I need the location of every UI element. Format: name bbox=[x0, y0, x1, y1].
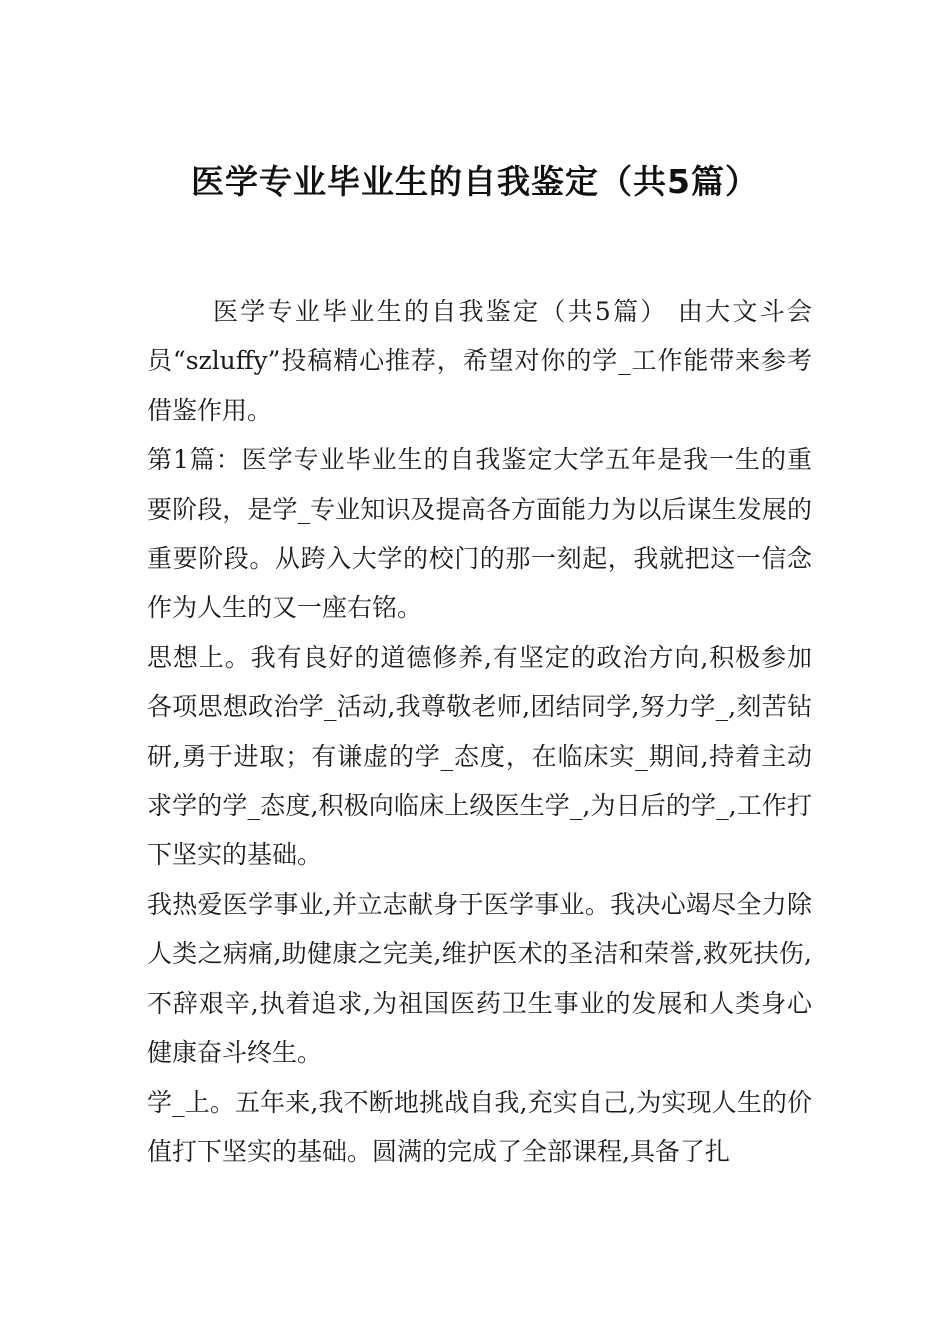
dedication-paragraph: 我热爱医学事业,并立志献身于医学事业。我决心竭尽全力除人类之病痛,助健康之完美,维护医术的圣洁和荣誉,救死扶伤,不辞艰辛,执着追求,为祖国医药卫生事业的发展和人类身心健康奋斗终生。 bbox=[147, 889, 812, 1068]
study-paragraph: 学_上。五年来,我不断地挑战自我,充实自己,为实现人生的价值打下坚实的基础。圆满的完成了全部课程,具备了扎 bbox=[147, 1087, 812, 1166]
ideology-paragraph: 思想上。我有良好的道德修养,有坚定的政治方向,积极参加各项思想政治学_活动,我尊敬老师,团结同学,努力学_,刻苦钻研,勇于进取；有谦虚的学_态度，在临床实_期间,持着主动求学的学_态度,积极向临床上级医生学_,为日后的学_,工作打下坚实的基础。 bbox=[147, 642, 812, 870]
document-body bbox=[147, 287, 812, 1176]
intro-paragraph: 医学专业毕业生的自我鉴定（共5篇） 由大文斗会员“szluffy”投稿精心推荐，希望对你的学_工作能带来参考借鉴作用。 bbox=[147, 297, 812, 425]
chapter-1-paragraph: 第1篇：医学专业毕业生的自我鉴定大学五年是我一生的重要阶段，是学_专业知识及提高各方面能力为以后谋生发展的重要阶段。从跨入大学的校门的那一刻起，我就把这一信念作为人生的又一座右铭。 bbox=[147, 445, 812, 623]
document-title: 医学专业毕业生的自我鉴定（共5篇） bbox=[191, 162, 759, 201]
